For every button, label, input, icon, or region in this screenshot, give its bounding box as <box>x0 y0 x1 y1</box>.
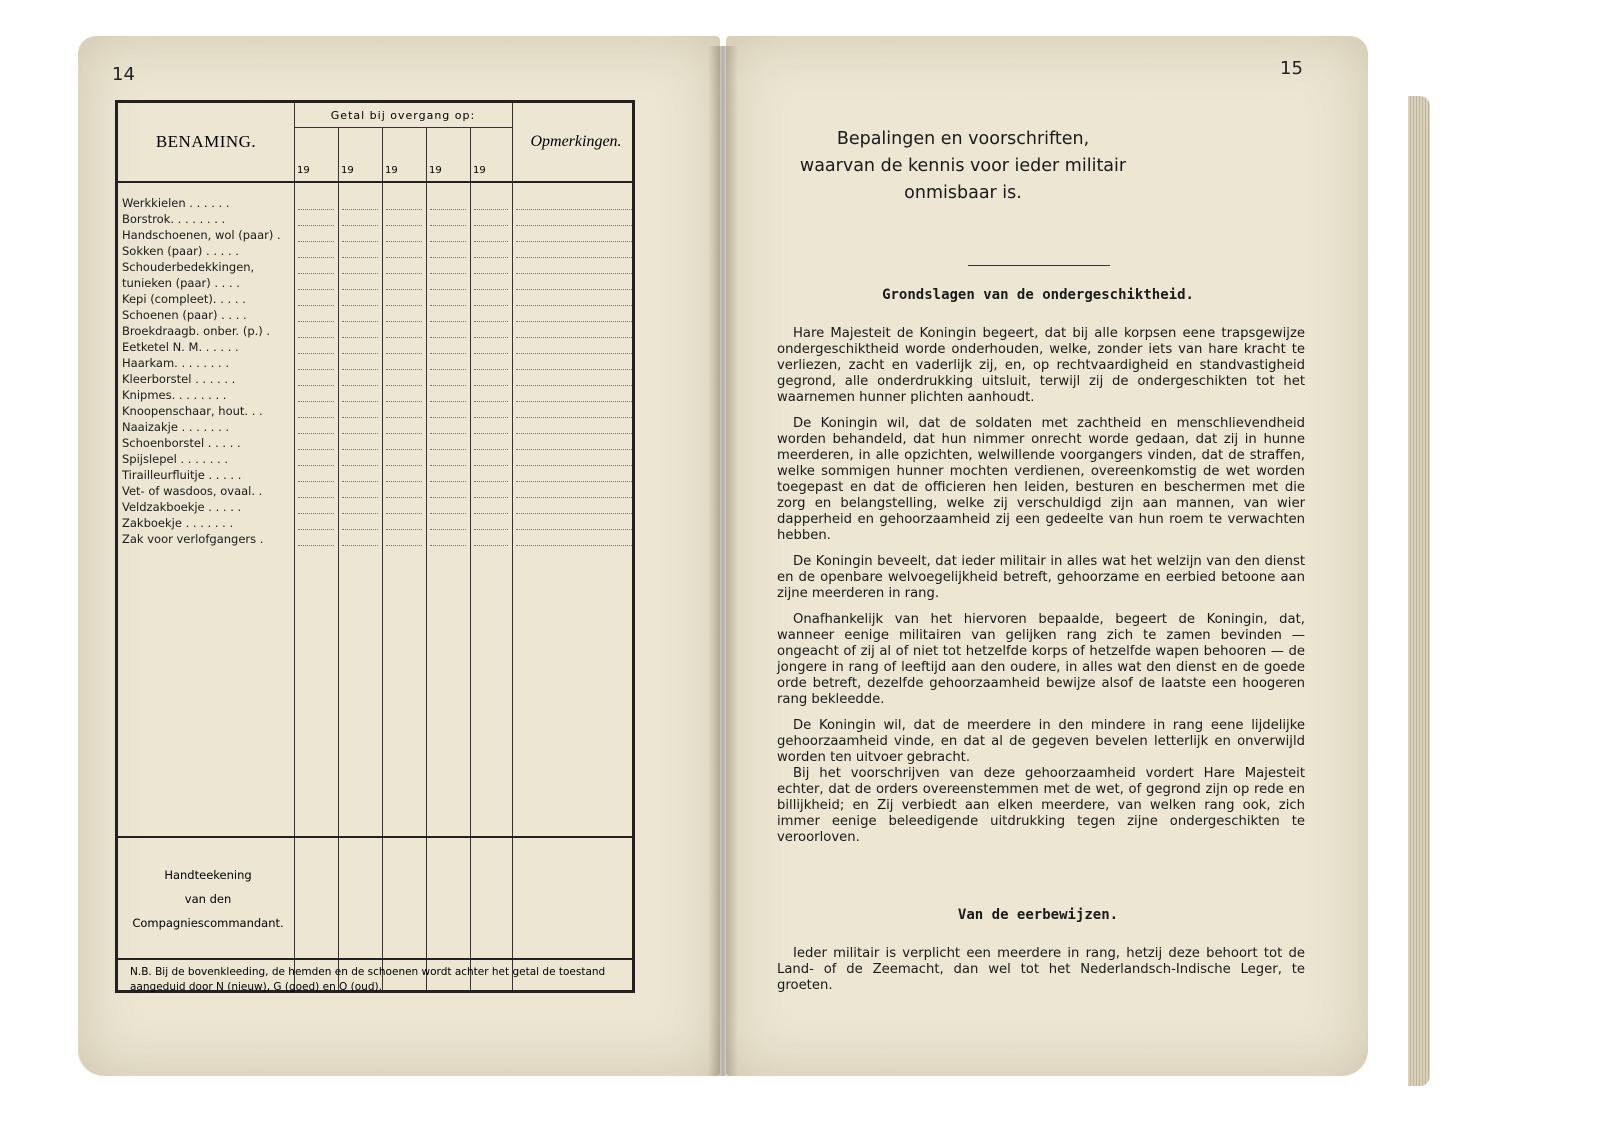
entry-line <box>474 337 508 339</box>
column-divider <box>426 127 427 990</box>
entry-line <box>516 369 632 371</box>
entry-line <box>516 481 632 483</box>
entry-line <box>474 385 508 387</box>
entry-line <box>430 289 466 291</box>
header-rule <box>294 127 512 128</box>
entry-line <box>430 209 466 211</box>
entry-line <box>342 433 378 435</box>
item-row: Spijslepel . . . . . . . <box>122 452 228 466</box>
entry-line <box>298 481 334 483</box>
entry-line <box>386 305 422 307</box>
entry-line <box>386 433 422 435</box>
entry-line <box>430 337 466 339</box>
entry-line <box>516 449 632 451</box>
entry-line <box>516 209 632 211</box>
entry-line <box>342 497 378 499</box>
entry-line <box>386 209 422 211</box>
entry-line <box>386 513 422 515</box>
item-row: Veldzakboekje . . . . . <box>122 500 242 514</box>
entry-line <box>430 433 466 435</box>
entry-line <box>474 305 508 307</box>
item-row: Zakboekje . . . . . . . <box>122 516 234 530</box>
entry-line <box>516 497 632 499</box>
section-heading: Van de eerbewijzen. <box>957 907 1119 923</box>
entry-line <box>474 465 508 467</box>
item-row: Schouderbedekkingen, <box>122 260 255 274</box>
page-title <box>748 126 1178 207</box>
entry-line <box>342 337 378 339</box>
entry-line <box>342 529 378 531</box>
page-number-left: 14 <box>112 64 135 85</box>
entry-line <box>430 513 466 515</box>
column-divider <box>470 127 471 990</box>
entry-line <box>298 353 334 355</box>
page-edge <box>1408 96 1430 1086</box>
item-row: Zak voor verlofgangers . <box>122 532 264 546</box>
paragraph: Bij het voorschrijven van deze gehoorzaamheid vordert Hare Majesteit echter, dat de orders overeenstemmen met de wet, of gegrond zijn op rede en billijkheid; en Zij verbiedt aan elken meerdere, van welken rang ook, zich immer eenige beleedigende uitdrukking tegen zijne ondergeschikten te veroorloven. <box>777 766 1305 845</box>
entry-line <box>474 273 508 275</box>
year-label: 19 <box>341 165 354 176</box>
entry-line <box>516 273 632 275</box>
item-row: Naaizakje . . . . . . . <box>122 420 230 434</box>
entry-line <box>342 385 378 387</box>
entry-line <box>430 529 466 531</box>
item-row: Tirailleurfluitje . . . . . <box>122 468 242 482</box>
item-row: Schoenborstel . . . . . <box>122 436 241 450</box>
entry-line <box>474 417 508 419</box>
entry-line <box>430 257 466 259</box>
entry-line <box>342 209 378 211</box>
entry-line <box>474 321 508 323</box>
entry-line <box>474 257 508 259</box>
entry-line <box>430 481 466 483</box>
entry-line <box>516 545 632 547</box>
entry-line <box>386 481 422 483</box>
title-line: waarvan de kennis voor ieder militair <box>799 156 1127 176</box>
entry-line <box>430 417 466 419</box>
item-row: Werkkielen . . . . . . <box>122 196 230 210</box>
column-divider <box>338 127 339 990</box>
entry-line <box>474 529 508 531</box>
entry-line <box>516 353 632 355</box>
entry-line <box>298 385 334 387</box>
column-header-opmerkingen: Opmerkingen. <box>530 133 622 150</box>
entry-line <box>386 225 422 227</box>
entry-line <box>342 257 378 259</box>
entry-line <box>298 449 334 451</box>
entry-line <box>342 465 378 467</box>
item-row: Haarkam. . . . . . . . <box>122 356 230 370</box>
entry-line <box>298 497 334 499</box>
entry-line <box>298 257 334 259</box>
paragraph: De Koningin beveelt, dat ieder militair in alles wat het welzijn van den dienst en de openbare welvoegelijkheid betreft, gehoorzame en eerbied betoone aan zijne meerderen in rang. <box>777 554 1305 601</box>
entry-line <box>342 305 378 307</box>
column-divider <box>294 103 295 990</box>
year-label: 19 <box>473 165 486 176</box>
title-line: Bepalingen en voorschriften, <box>836 129 1090 149</box>
entry-line <box>516 321 632 323</box>
entry-line <box>516 433 632 435</box>
entry-line <box>342 225 378 227</box>
entry-line <box>474 225 508 227</box>
entry-line <box>342 369 378 371</box>
entry-line <box>342 241 378 243</box>
title-rule <box>968 265 1110 266</box>
entry-line <box>342 545 378 547</box>
entry-line <box>298 369 334 371</box>
entry-line <box>474 449 508 451</box>
entry-line <box>516 257 632 259</box>
item-row: Borstrok. . . . . . . . <box>122 212 226 226</box>
paragraph: Ieder militair is verplicht een meerdere in rang, hetzij deze behoort tot de Land- of de Zeemacht, dan wel tot het Nederlandsch-Indische Leger, te groeten. <box>777 946 1305 993</box>
entry-line <box>516 289 632 291</box>
entry-line <box>342 353 378 355</box>
entry-line <box>516 465 632 467</box>
entry-line <box>430 545 466 547</box>
entry-line <box>516 305 632 307</box>
entry-line <box>386 529 422 531</box>
entry-line <box>430 497 466 499</box>
book-gutter <box>708 46 738 1076</box>
item-row: Vet- of wasdoos, ovaal. . <box>122 484 263 498</box>
entry-line <box>386 273 422 275</box>
entry-line <box>386 449 422 451</box>
entry-line <box>430 241 466 243</box>
paragraph: De Koningin wil, dat de soldaten met zachtheid en menschlievendheid worden behandeld, dat hun nimmer onrecht worde gedaan, dat zij in hunne meerderen, in alle opzichten, welwillende voorgangers vinden, dat de straffen, welke sommigen hunner mochten verdienen, overeenkomstig de wet worden toegepast en dat de officieren hen leiden, besturen en beschermen met die zorg en belangstelling, welke zij verschuldigd zijn aan mannen, van wier dapperheid en gehoorzaamheid zij een gedeelte van hun roem te verwachten hebben. <box>777 416 1305 543</box>
item-row: tunieken (paar) . . . . <box>122 276 240 290</box>
entry-line <box>474 401 508 403</box>
entry-line <box>298 273 334 275</box>
body-text <box>777 946 1305 994</box>
entry-line <box>474 497 508 499</box>
entry-line <box>342 417 378 419</box>
entry-line <box>474 513 508 515</box>
entry-line <box>298 337 334 339</box>
item-row: Kepi (compleet). . . . . <box>122 292 246 306</box>
entry-line <box>474 481 508 483</box>
entry-line <box>386 545 422 547</box>
body-text <box>777 326 1305 846</box>
entry-line <box>298 433 334 435</box>
signature-line: Compagniescommandant. <box>132 916 284 930</box>
column-header-getal: Getal bij overgang op: <box>330 109 476 122</box>
entry-line <box>516 337 632 339</box>
entry-line <box>342 449 378 451</box>
year-label: 19 <box>429 165 442 176</box>
entry-line <box>516 385 632 387</box>
entry-line <box>298 513 334 515</box>
entry-line <box>298 529 334 531</box>
entry-line <box>430 225 466 227</box>
entry-line <box>298 401 334 403</box>
book-spread <box>78 36 1368 1076</box>
signature-rule <box>118 836 632 838</box>
item-row: Knoopenschaar, hout. . . <box>122 404 263 418</box>
entry-line <box>386 289 422 291</box>
entry-line <box>386 401 422 403</box>
entry-line <box>298 305 334 307</box>
entry-line <box>516 529 632 531</box>
year-label: 19 <box>297 165 310 176</box>
item-row: Schoenen (paar) . . . . <box>122 308 247 322</box>
entry-line <box>298 465 334 467</box>
entry-line <box>474 545 508 547</box>
entry-line <box>430 305 466 307</box>
note-rule <box>118 958 632 960</box>
item-row: Kleerborstel . . . . . . <box>122 372 236 386</box>
entry-line <box>474 353 508 355</box>
entry-line <box>386 241 422 243</box>
page-number-right: 15 <box>1280 58 1303 79</box>
entry-line <box>386 417 422 419</box>
entry-line <box>342 401 378 403</box>
entry-line <box>430 465 466 467</box>
entry-line <box>474 209 508 211</box>
section-heading: Grondslagen van de ondergeschiktheid. <box>882 287 1194 303</box>
entry-line <box>474 433 508 435</box>
entry-line <box>386 385 422 387</box>
entry-line <box>430 369 466 371</box>
entry-line <box>386 337 422 339</box>
entry-line <box>516 513 632 515</box>
entry-line <box>430 449 466 451</box>
entry-line <box>386 369 422 371</box>
entry-line <box>430 353 466 355</box>
entry-line <box>298 209 334 211</box>
entry-line <box>298 241 334 243</box>
entry-line <box>386 497 422 499</box>
entry-line <box>516 225 632 227</box>
signature-label <box>122 863 294 935</box>
entry-line <box>298 545 334 547</box>
entry-line <box>474 241 508 243</box>
item-row: Sokken (paar) . . . . . <box>122 244 239 258</box>
entry-line <box>298 289 334 291</box>
entry-line <box>342 481 378 483</box>
footnote: N.B. Bij de bovenkleeding, de hemden en de schoenen wordt achter het getal de toestand aangeduid door N (nieuw), G (goed) en O (oud). <box>130 966 606 993</box>
entry-line <box>342 513 378 515</box>
entry-line <box>342 273 378 275</box>
equipment-table <box>115 100 635 993</box>
entry-line <box>298 417 334 419</box>
entry-line <box>298 225 334 227</box>
column-divider <box>382 127 383 990</box>
column-divider <box>512 103 513 990</box>
paragraph: De Koningin wil, dat de meerdere in den mindere in rang eene lijdelijke gehoorzaamheid vinde, en dat al de gegeven bevelen letterlijk en onverwijld worden ten uitvoer gebracht. <box>777 718 1305 765</box>
item-row: Broekdraagb. onber. (p.) . <box>122 324 271 338</box>
year-label: 19 <box>385 165 398 176</box>
entry-line <box>298 321 334 323</box>
item-row: Handschoenen, wol (paar) . <box>122 228 281 242</box>
entry-line <box>342 321 378 323</box>
entry-line <box>430 321 466 323</box>
entry-line <box>386 353 422 355</box>
entry-line <box>386 257 422 259</box>
entry-line <box>386 465 422 467</box>
entry-line <box>516 401 632 403</box>
entry-line <box>474 369 508 371</box>
table-header <box>118 103 632 183</box>
signature-line: van den <box>184 892 232 906</box>
item-row: Eetketel N. M. . . . . . <box>122 340 239 354</box>
title-line: onmisbaar is. <box>904 183 1022 203</box>
item-list <box>122 195 294 547</box>
entry-line <box>474 289 508 291</box>
entry-line <box>516 241 632 243</box>
entry-line <box>342 289 378 291</box>
signature-line: Handteekening <box>164 868 252 882</box>
paragraph: Hare Majesteit de Koningin begeert, dat bij alle korpsen eene trapsgewijze ondergeschiktheid worde onderhouden, welke, zonder iets van hare kracht te verliezen, zacht en vaderlijk zij, en, op rechtvaardigheid en standvastigheid gegrond, alle onderdrukking uitsluit, terwijl zij de ondergeschikten tot het waarnemen hunner plichten aanhoudt. <box>777 326 1305 405</box>
item-row: Knipmes. . . . . . . . <box>122 388 227 402</box>
entry-line <box>516 417 632 419</box>
entry-line <box>430 385 466 387</box>
entry-line <box>430 401 466 403</box>
entry-line <box>386 321 422 323</box>
paragraph: Onafhankelijk van het hiervoren bepaalde, begeert de Koningin, dat, wanneer eenige militairen van gelijken rang zich te zamen bevinden — ongeacht of zij al of niet tot hetzelfde korps of hetzelfde wapen behooren — de jongere in rang of leeftijd aan den oudere, in alles wat den dienst en de goede orde betreft, dezelfde gehoorzaamheid bewijze alsof de laatste een hoogeren rang bekleedde. <box>777 612 1305 707</box>
entry-line <box>430 273 466 275</box>
column-header-benaming: BENAMING. <box>155 132 257 151</box>
